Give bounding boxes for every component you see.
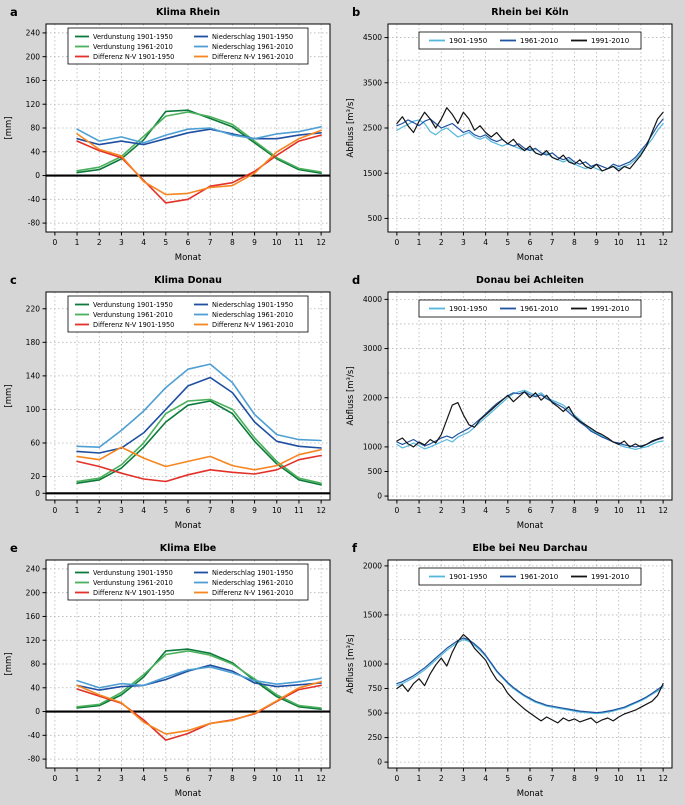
svg-text:Niederschlag 1901-1950: Niederschlag 1901-1950 — [212, 568, 294, 577]
svg-text:3: 3 — [119, 238, 124, 247]
svg-text:180: 180 — [25, 337, 40, 347]
svg-text:500: 500 — [367, 708, 382, 718]
svg-text:0: 0 — [377, 757, 382, 767]
svg-text:5: 5 — [163, 238, 169, 247]
svg-text:2500: 2500 — [362, 123, 382, 133]
svg-text:40: 40 — [30, 683, 40, 693]
klima-donau-chart — [0, 268, 342, 536]
panel-letter-d: d — [352, 273, 361, 287]
svg-text:20: 20 — [30, 472, 40, 482]
svg-text:1: 1 — [416, 774, 422, 783]
svg-text:1991-2010: 1991-2010 — [591, 305, 630, 313]
svg-text:1991-2010: 1991-2010 — [591, 573, 630, 581]
panel-b — [342, 0, 685, 268]
svg-text:Monat: Monat — [516, 253, 544, 263]
svg-text:7: 7 — [207, 774, 213, 783]
svg-text:220: 220 — [25, 304, 40, 314]
svg-text:10: 10 — [613, 774, 624, 783]
svg-text:3: 3 — [461, 774, 466, 783]
svg-text:8: 8 — [571, 506, 577, 515]
svg-text:120: 120 — [25, 99, 40, 109]
svg-text:9: 9 — [594, 506, 599, 515]
svg-text:9: 9 — [252, 774, 257, 783]
svg-text:11: 11 — [294, 774, 304, 783]
chart-canvas — [0, 0, 342, 268]
svg-text:Monat: Monat — [516, 521, 544, 531]
svg-text:0: 0 — [377, 491, 382, 501]
svg-text:8: 8 — [571, 774, 577, 783]
svg-text:7: 7 — [207, 506, 213, 515]
svg-text:-80: -80 — [27, 218, 40, 228]
svg-text:3: 3 — [461, 238, 466, 247]
svg-text:Verdunstung 1901-1950: Verdunstung 1901-1950 — [93, 32, 173, 41]
svg-text:200: 200 — [25, 588, 40, 598]
svg-text:4500: 4500 — [362, 33, 382, 43]
svg-text:10: 10 — [271, 238, 282, 247]
svg-text:7: 7 — [549, 506, 555, 515]
svg-text:200: 200 — [25, 52, 40, 62]
svg-text:3: 3 — [119, 506, 124, 515]
svg-text:250: 250 — [367, 733, 382, 743]
svg-text:Verdunstung 1961-2010: Verdunstung 1961-2010 — [93, 42, 173, 51]
svg-text:12: 12 — [658, 774, 668, 783]
svg-text:-40: -40 — [27, 730, 40, 740]
svg-text:Verdunstung 1961-2010: Verdunstung 1961-2010 — [93, 310, 173, 319]
chart-title-b: Rhein bei Köln — [491, 7, 569, 18]
svg-text:60: 60 — [30, 438, 40, 448]
svg-text:-80: -80 — [27, 754, 40, 764]
svg-text:0: 0 — [35, 707, 40, 717]
svg-text:1901-1950: 1901-1950 — [449, 305, 488, 313]
svg-text:0: 0 — [394, 506, 400, 515]
panel-a — [0, 0, 342, 268]
svg-text:9: 9 — [594, 238, 599, 247]
svg-text:5: 5 — [505, 238, 511, 247]
svg-text:7: 7 — [549, 774, 555, 783]
svg-text:12: 12 — [316, 774, 326, 783]
donau-achleiten-chart — [342, 268, 685, 536]
svg-text:0: 0 — [394, 238, 400, 247]
svg-text:3: 3 — [119, 774, 124, 783]
svg-text:5: 5 — [163, 506, 169, 515]
svg-text:4000: 4000 — [362, 294, 382, 304]
svg-text:Abfluss [m³/s]: Abfluss [m³/s] — [346, 98, 356, 158]
svg-text:Verdunstung 1961-2010: Verdunstung 1961-2010 — [93, 578, 173, 587]
svg-text:1: 1 — [416, 506, 422, 515]
panel-c — [0, 268, 342, 536]
svg-text:160: 160 — [25, 612, 40, 622]
svg-text:10: 10 — [613, 506, 624, 515]
svg-text:-40: -40 — [27, 194, 40, 204]
svg-text:4: 4 — [483, 506, 489, 515]
svg-text:1500: 1500 — [362, 610, 382, 620]
svg-text:11: 11 — [636, 238, 646, 247]
svg-text:Differenz N-V 1961-2010: Differenz N-V 1961-2010 — [212, 588, 294, 597]
svg-text:11: 11 — [294, 238, 304, 247]
svg-text:1961-2010: 1961-2010 — [520, 37, 559, 45]
svg-text:0: 0 — [35, 488, 40, 498]
chart-title-f: Elbe bei Neu Darchau — [472, 543, 588, 554]
svg-text:5: 5 — [505, 506, 511, 515]
svg-text:10: 10 — [613, 238, 624, 247]
chart-canvas — [342, 536, 684, 804]
chart-title-c: Klima Donau — [154, 275, 222, 286]
svg-text:0: 0 — [35, 171, 40, 181]
svg-text:5: 5 — [163, 774, 169, 783]
klima-elbe-chart — [0, 536, 342, 805]
svg-text:1961-2010: 1961-2010 — [520, 573, 559, 581]
svg-text:500: 500 — [367, 467, 382, 477]
svg-text:2: 2 — [96, 774, 102, 783]
svg-text:2: 2 — [438, 506, 444, 515]
svg-text:1: 1 — [74, 238, 80, 247]
svg-text:Monat: Monat — [174, 789, 202, 799]
svg-text:6: 6 — [185, 506, 191, 515]
svg-text:3: 3 — [461, 506, 466, 515]
svg-text:Niederschlag 1961-2010: Niederschlag 1961-2010 — [212, 42, 294, 51]
chart-title-d: Donau bei Achleiten — [476, 275, 584, 286]
svg-text:2000: 2000 — [362, 561, 382, 571]
svg-text:750: 750 — [367, 684, 382, 694]
svg-text:Abfluss [m³/s]: Abfluss [m³/s] — [346, 366, 356, 426]
svg-text:Differenz N-V 1901-1950: Differenz N-V 1901-1950 — [93, 320, 175, 329]
svg-text:[mm]: [mm] — [4, 116, 14, 140]
svg-text:6: 6 — [527, 774, 533, 783]
svg-text:1901-1950: 1901-1950 — [449, 37, 488, 45]
svg-text:1: 1 — [74, 506, 80, 515]
svg-text:Niederschlag 1901-1950: Niederschlag 1901-1950 — [212, 32, 294, 41]
svg-text:140: 140 — [25, 371, 40, 381]
svg-text:12: 12 — [316, 238, 326, 247]
svg-text:Differenz N-V 1961-2010: Differenz N-V 1961-2010 — [212, 320, 294, 329]
svg-text:1961-2010: 1961-2010 — [520, 305, 559, 313]
svg-text:1901-1950: 1901-1950 — [449, 573, 488, 581]
svg-text:6: 6 — [527, 506, 533, 515]
svg-text:7: 7 — [207, 238, 213, 247]
svg-text:2: 2 — [96, 238, 102, 247]
klima-rhein-chart — [0, 0, 342, 268]
svg-text:1991-2010: 1991-2010 — [591, 37, 630, 45]
svg-text:4: 4 — [141, 774, 147, 783]
svg-text:0: 0 — [52, 774, 58, 783]
svg-text:Niederschlag 1961-2010: Niederschlag 1961-2010 — [212, 310, 294, 319]
panel-letter-a: a — [10, 5, 18, 19]
chart-title-e: Klima Elbe — [159, 543, 217, 554]
svg-text:Differenz N-V 1961-2010: Differenz N-V 1961-2010 — [212, 52, 294, 61]
svg-text:6: 6 — [185, 238, 191, 247]
svg-text:Monat: Monat — [174, 253, 202, 263]
panel-d — [342, 268, 685, 536]
svg-text:160: 160 — [25, 76, 40, 86]
svg-text:2: 2 — [96, 506, 102, 515]
svg-text:10: 10 — [271, 506, 282, 515]
svg-text:2000: 2000 — [362, 393, 382, 403]
svg-text:7: 7 — [549, 238, 555, 247]
svg-text:12: 12 — [658, 238, 668, 247]
svg-text:6: 6 — [527, 238, 533, 247]
svg-text:0: 0 — [52, 238, 58, 247]
svg-text:6: 6 — [185, 774, 191, 783]
svg-text:3500: 3500 — [362, 78, 382, 88]
svg-text:12: 12 — [658, 506, 668, 515]
svg-text:4: 4 — [483, 238, 489, 247]
svg-text:0: 0 — [52, 506, 58, 515]
svg-text:Abfluss [m³/s]: Abfluss [m³/s] — [346, 634, 356, 694]
panel-e — [0, 536, 342, 805]
svg-text:9: 9 — [252, 238, 257, 247]
panel-f — [342, 536, 685, 805]
svg-text:Verdunstung 1901-1950: Verdunstung 1901-1950 — [93, 568, 173, 577]
panel-letter-c: c — [10, 273, 17, 287]
svg-text:40: 40 — [30, 147, 40, 157]
svg-text:Differenz N-V 1901-1950: Differenz N-V 1901-1950 — [93, 588, 175, 597]
chart-title-a: Klima Rhein — [155, 7, 221, 18]
svg-text:11: 11 — [636, 506, 646, 515]
svg-text:1: 1 — [416, 238, 422, 247]
elbe-neu-darchau-chart — [342, 536, 685, 805]
svg-text:2: 2 — [438, 238, 444, 247]
svg-text:1000: 1000 — [362, 659, 382, 669]
panel-letter-b: b — [352, 5, 361, 19]
svg-text:8: 8 — [229, 506, 235, 515]
svg-text:1500: 1500 — [362, 168, 382, 178]
svg-text:240: 240 — [25, 564, 40, 574]
svg-text:80: 80 — [30, 659, 40, 669]
svg-text:Monat: Monat — [174, 521, 202, 531]
svg-text:1000: 1000 — [362, 442, 382, 452]
svg-text:Niederschlag 1961-2010: Niederschlag 1961-2010 — [212, 578, 294, 587]
svg-text:11: 11 — [294, 506, 304, 515]
chart-canvas — [342, 268, 684, 536]
chart-canvas — [0, 268, 342, 536]
rhein-koeln-chart — [342, 0, 685, 268]
svg-text:3000: 3000 — [362, 344, 382, 354]
svg-text:100: 100 — [25, 405, 40, 415]
svg-text:5: 5 — [505, 774, 511, 783]
svg-text:9: 9 — [594, 774, 599, 783]
svg-text:12: 12 — [316, 506, 326, 515]
svg-text:240: 240 — [25, 28, 40, 38]
svg-text:2: 2 — [438, 774, 444, 783]
svg-text:0: 0 — [394, 774, 400, 783]
svg-text:8: 8 — [571, 238, 577, 247]
svg-text:Verdunstung 1901-1950: Verdunstung 1901-1950 — [93, 300, 173, 309]
svg-text:9: 9 — [252, 506, 257, 515]
svg-text:Monat: Monat — [516, 789, 544, 799]
svg-text:120: 120 — [25, 635, 40, 645]
svg-text:4: 4 — [141, 238, 147, 247]
svg-text:4: 4 — [483, 774, 489, 783]
panel-letter-f: f — [352, 541, 358, 555]
svg-text:Differenz N-V 1901-1950: Differenz N-V 1901-1950 — [93, 52, 175, 61]
svg-text:4: 4 — [141, 506, 147, 515]
svg-text:80: 80 — [30, 123, 40, 133]
svg-text:[mm]: [mm] — [4, 384, 14, 408]
svg-text:10: 10 — [271, 774, 282, 783]
panel-letter-e: e — [10, 541, 18, 555]
svg-text:1: 1 — [74, 774, 80, 783]
svg-text:8: 8 — [229, 238, 235, 247]
chart-canvas — [342, 0, 684, 268]
svg-text:[mm]: [mm] — [4, 652, 14, 676]
svg-text:11: 11 — [636, 774, 646, 783]
svg-text:500: 500 — [367, 214, 382, 224]
svg-text:8: 8 — [229, 774, 235, 783]
svg-text:Niederschlag 1901-1950: Niederschlag 1901-1950 — [212, 300, 294, 309]
chart-canvas — [0, 536, 342, 804]
